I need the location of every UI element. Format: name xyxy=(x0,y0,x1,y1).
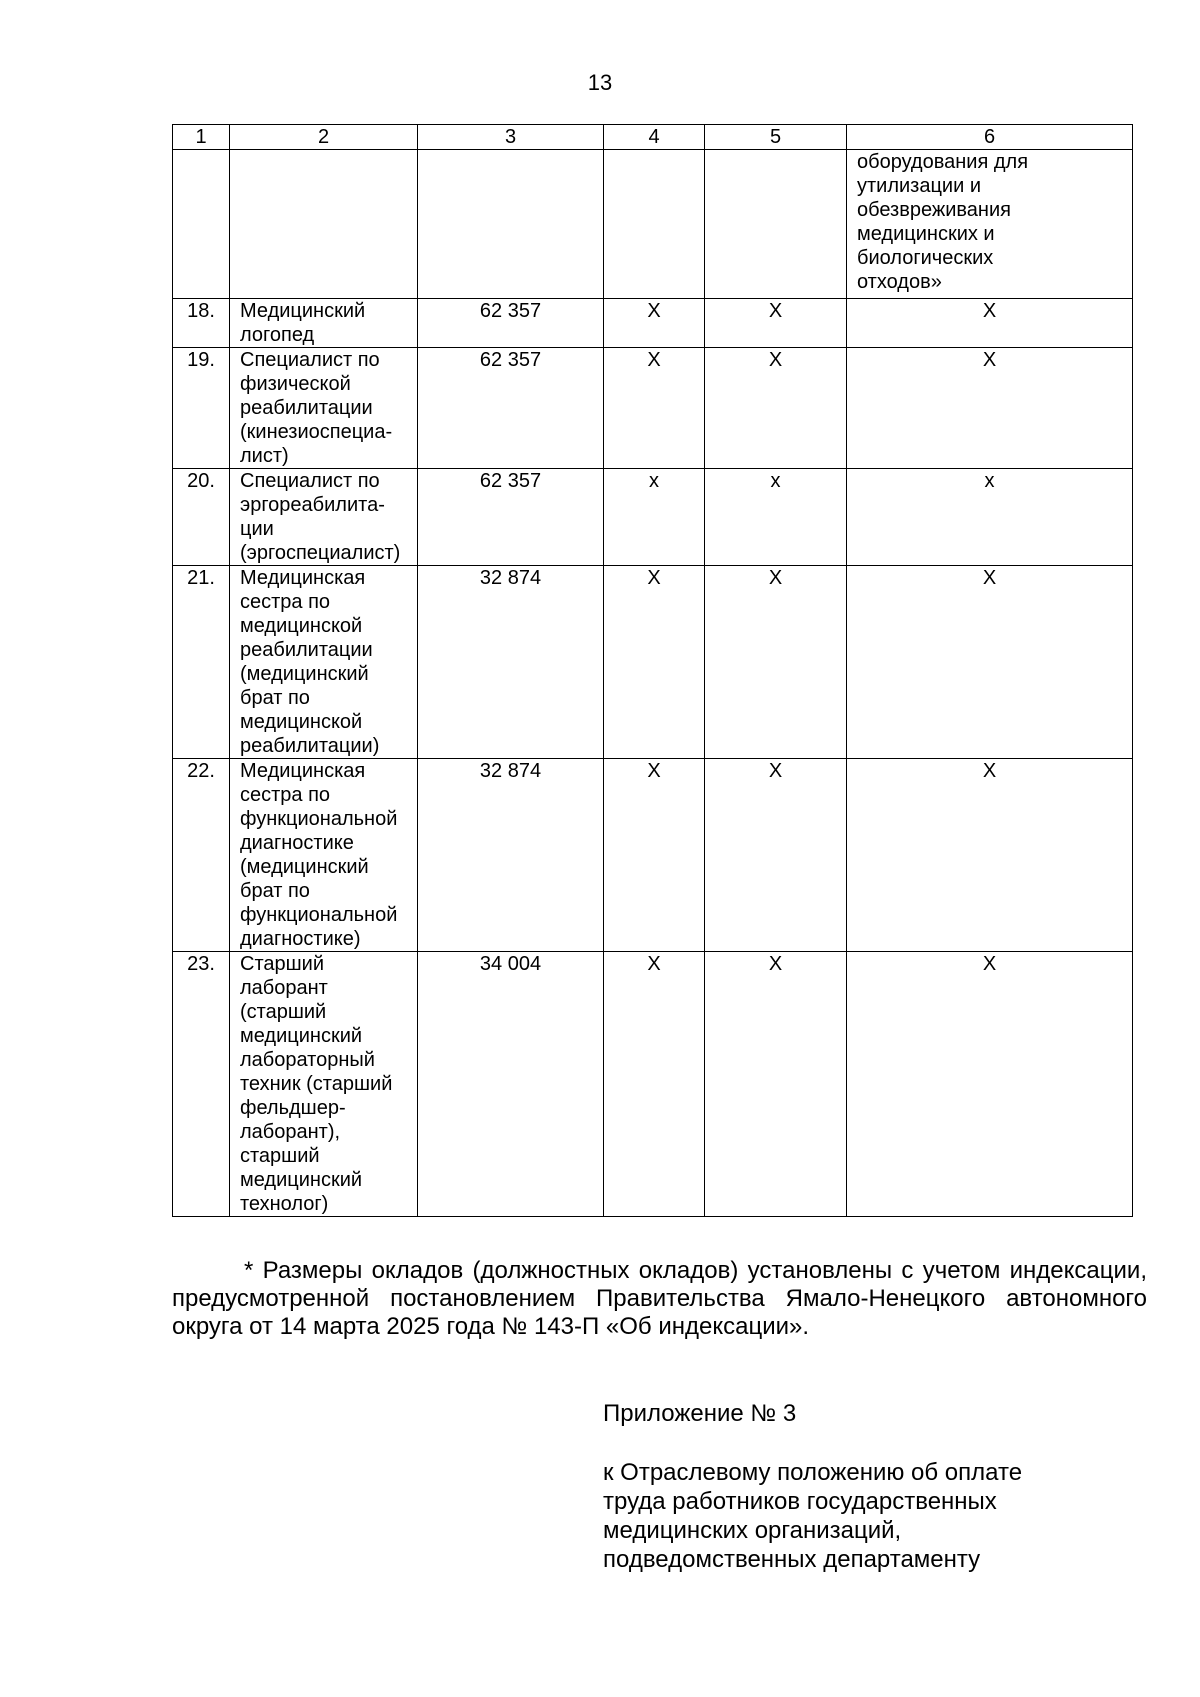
text-line: лаборант xyxy=(240,977,328,999)
table-row xyxy=(173,348,1133,469)
salary-value: 62 357 xyxy=(418,348,604,469)
text-line: медицинский xyxy=(240,1025,363,1047)
text-line: медицинских организаций, xyxy=(603,1517,902,1544)
text-line: техник (старший xyxy=(240,1073,393,1095)
text-line: функциональной xyxy=(240,808,398,830)
row-number: 21. xyxy=(173,566,230,759)
cell-col6: Х xyxy=(847,566,1133,759)
text-line: диагностике xyxy=(240,832,354,854)
text-line: (медицинский xyxy=(240,856,369,878)
table-row xyxy=(173,952,1133,1217)
text-line: реабилитации xyxy=(240,397,373,419)
text-line: медицинских и xyxy=(857,223,995,245)
text-line: Специалист по xyxy=(240,349,380,371)
salary-value: 62 357 xyxy=(418,299,604,348)
row-number: 23. xyxy=(173,952,230,1217)
text-line: утилизации и xyxy=(857,175,981,197)
cell-col5: Х xyxy=(705,759,847,952)
column-header: 6 xyxy=(847,125,1133,150)
text-line: медицинской xyxy=(240,711,363,733)
text-line: реабилитации xyxy=(240,639,373,661)
continuation-cell xyxy=(604,150,705,299)
text-line: лист) xyxy=(240,445,289,467)
cell-col4: Х xyxy=(604,952,705,1217)
text-line: медицинский xyxy=(240,1169,363,1191)
text-line: биологических xyxy=(857,247,994,269)
text-line: труда работников государственных xyxy=(603,1488,997,1515)
text-line: сестра по xyxy=(240,784,331,806)
row-number: 20. xyxy=(173,469,230,566)
text-line: (медицинский xyxy=(240,663,369,685)
text-line: технолог) xyxy=(240,1193,329,1215)
continuation-row xyxy=(173,150,1133,299)
cell-col6: Х xyxy=(847,952,1133,1217)
continuation-text-cell xyxy=(847,150,1133,299)
text-line: функциональной xyxy=(240,904,398,926)
text-line: фельдшер- xyxy=(240,1097,346,1119)
column-header: 5 xyxy=(705,125,847,150)
page-number: 13 xyxy=(587,70,613,95)
text-line: (кинезиоспециа- xyxy=(240,421,393,443)
text-line: ции xyxy=(240,518,274,540)
table-row xyxy=(173,759,1133,952)
cell-col5: Х xyxy=(705,566,847,759)
text-line: отходов» xyxy=(857,271,942,293)
cell-col4: х xyxy=(604,469,705,566)
table-row xyxy=(173,299,1133,348)
continuation-cell xyxy=(230,150,418,299)
position-name xyxy=(230,759,418,952)
row-number: 19. xyxy=(173,348,230,469)
text-line: брат по xyxy=(240,880,310,902)
cell-col6: Х xyxy=(847,759,1133,952)
column-header: 2 xyxy=(230,125,418,150)
text-line: медицинской xyxy=(240,615,363,637)
position-name xyxy=(230,348,418,469)
text-line: диагностике) xyxy=(240,928,361,950)
continuation-cell xyxy=(173,150,230,299)
cell-col4: Х xyxy=(604,759,705,952)
text-line: Специалист по xyxy=(240,470,380,492)
column-header: 1 xyxy=(173,125,230,150)
text-line: Медицинская xyxy=(240,567,366,589)
salary-table xyxy=(172,124,1133,1217)
cell-col6: Х xyxy=(847,348,1133,469)
cell-col5: Х xyxy=(705,348,847,469)
cell-col4: Х xyxy=(604,566,705,759)
text-line: к Отраслевому положению об оплате xyxy=(603,1459,1023,1486)
salary-value: 32 874 xyxy=(418,566,604,759)
text-line: обезвреживания xyxy=(857,199,1011,221)
position-name xyxy=(230,952,418,1217)
table-header-row xyxy=(173,125,1133,150)
salary-value: 32 874 xyxy=(418,759,604,952)
cell-col5: Х xyxy=(705,299,847,348)
text-line: Медицинская xyxy=(240,760,366,782)
text-line: логопед xyxy=(240,324,315,346)
salary-value: 62 357 xyxy=(418,469,604,566)
text-line: эргореабилита- xyxy=(240,494,385,516)
text-line: (эргоспециалист) xyxy=(240,542,401,564)
column-header: 3 xyxy=(418,125,604,150)
text-line: лаборант), xyxy=(240,1121,341,1143)
position-name xyxy=(230,299,418,348)
table-row xyxy=(173,469,1133,566)
continuation-cell xyxy=(418,150,604,299)
cell-col6: х xyxy=(847,469,1133,566)
cell-col6: Х xyxy=(847,299,1133,348)
position-name xyxy=(230,469,418,566)
cell-col5: Х xyxy=(705,952,847,1217)
row-number: 22. xyxy=(173,759,230,952)
text-line: Медицинский xyxy=(240,300,366,322)
footnote: * Размеры окладов (должностных окладов) установлены с учетом индексации, предусмотренной постановлением Правительства Ямало-Ненецкого автономного округа от 14 марта 2025 года № 143-П «Об индексации». xyxy=(172,1257,1147,1340)
column-header: 4 xyxy=(604,125,705,150)
text-line: Старший xyxy=(240,953,325,975)
appendix-title: Приложение № 3 xyxy=(603,1400,797,1427)
text-line: физической xyxy=(240,373,351,395)
text-line: лабораторный xyxy=(240,1049,375,1071)
text-line: реабилитации) xyxy=(240,735,380,757)
text-line: оборудования для xyxy=(857,151,1029,173)
row-number: 18. xyxy=(173,299,230,348)
cell-col4: Х xyxy=(604,299,705,348)
table-row xyxy=(173,566,1133,759)
salary-value: 34 004 xyxy=(418,952,604,1217)
salary-table-body xyxy=(173,125,1133,1217)
text-line: (старший xyxy=(240,1001,327,1023)
text-line: сестра по xyxy=(240,591,331,613)
text-line: брат по xyxy=(240,687,310,709)
text-line: подведомственных департаменту xyxy=(603,1546,981,1573)
position-name xyxy=(230,566,418,759)
continuation-cell xyxy=(705,150,847,299)
text-line: старший xyxy=(240,1145,320,1167)
cell-col4: Х xyxy=(604,348,705,469)
appendix-body xyxy=(603,1458,1123,1574)
cell-col5: х xyxy=(705,469,847,566)
